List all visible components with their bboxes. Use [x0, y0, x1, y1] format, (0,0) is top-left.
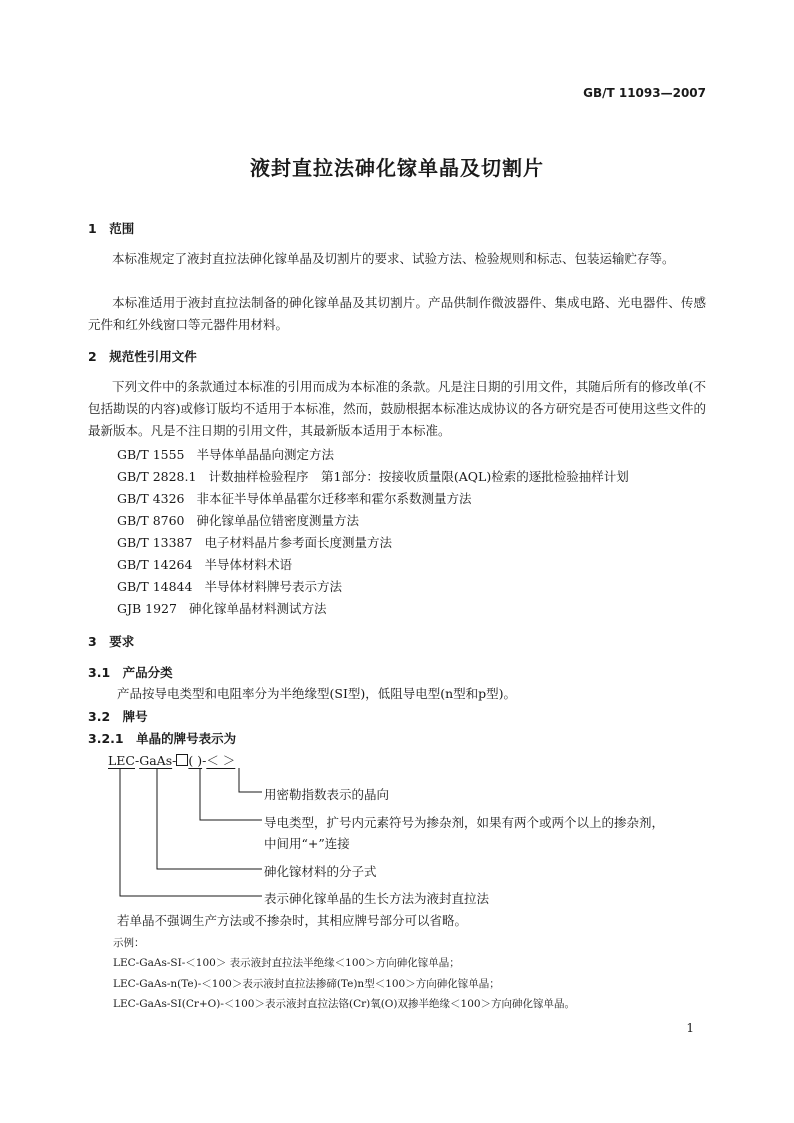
grade-part-dopant: ( ) [188, 753, 203, 768]
standard-number: GB/T 11093—2007 [583, 86, 706, 100]
section-3-2-1-heading: 3.2.1 单晶的牌号表示为 [88, 731, 237, 746]
grade-label-formula: 砷化镓材料的分子式 [264, 864, 377, 879]
document-title: 液封直拉法砷化镓单晶及切割片 [250, 156, 544, 180]
grade-part-method: LEC [108, 753, 135, 768]
reference-item: GB/T 4326 非本征半导体单晶霍尔迁移率和霍尔系数测量方法 [117, 491, 472, 506]
grade-label-type-cont: 中间用“+”连接 [264, 836, 350, 851]
section-3-2-heading: 3.2 牌号 [88, 709, 148, 724]
reference-item: GB/T 14844 半导体材料牌号表示方法 [117, 579, 342, 594]
section-1-para-2: 本标准适用于液封直拉法制备的砷化镓单晶及其切割片。产品供制作微波器件、集成电路、光电器件、传感元件和红外线窗口等元器件用材料。 [88, 295, 706, 332]
grade-part-orientation: ＜ ＞ [206, 753, 236, 768]
grade-label-method: 表示砷化镓单晶的生长方法为液封直拉法 [264, 891, 490, 906]
reference-item: GB/T 13387 电子材料晶片参考面长度测量方法 [117, 535, 392, 550]
example-line: LEC-GaAs-n(Te)-＜100＞表示液封直拉法掺碲(Te)n型＜100＞方向砷化镓单晶； [113, 978, 500, 990]
section-2-para-1: 下列文件中的条款通过本标准的引用而成为本标准的条款。凡是注日期的引用文件，其随后所有的修改单(不包括勘误的内容)或修订版均不适用于本标准，然而，鼓励根据本标准达成协议的各方研究是否可使用这些文件的最新版本。凡是不注日期的引用文件，其最新版本适用于本标准。 [88, 379, 706, 438]
section-1-heading: 1 范围 [88, 221, 135, 236]
grade-label-orientation: 用密勒指数表示的晶向 [264, 787, 390, 802]
section-3-heading: 3 要求 [88, 634, 135, 649]
reference-item: GB/T 8760 砷化镓单晶位错密度测量方法 [117, 513, 360, 528]
section-3-1-heading: 3.1 产品分类 [88, 665, 173, 680]
omission-note: 若单晶不强调生产方法或不掺杂时，其相应牌号部分可以省略。 [117, 913, 468, 928]
reference-item: GB/T 2828.1 计数抽样检验程序 第1部分：按接收质量限(AQL)检索的逐批检验抽样计划 [117, 469, 629, 484]
section-3-1-text: 产品按导电类型和电阻率分为半绝缘型(SI型)，低阻导电型(n型和p型)。 [117, 686, 517, 701]
section-1-para-1: 本标准规定了液封直拉法砷化镓单晶及切割片的要求、试验方法、检验规则和标志、包装运输贮存等。 [112, 251, 675, 266]
grade-label-type: 导电类型，扩号内元素符号为掺杂剂，如果有两个或两个以上的掺杂剂， [264, 815, 665, 830]
example-label: 示例： [113, 937, 145, 949]
example-line: LEC-GaAs-SI(Cr+O)-＜100＞表示液封直拉法铬(Cr)氧(O)双掺半绝缘＜100＞方向砷化镓单晶。 [113, 998, 576, 1010]
example-line: LEC-GaAs-SI-＜100＞ 表示液封直拉法半绝缘＜100＞方向砷化镓单晶； [113, 957, 460, 969]
reference-item: GB/T 14264 半导体材料术语 [117, 557, 292, 572]
grade-part-material: GaAs [139, 753, 173, 768]
reference-item: GJB 1927 砷化镓单晶材料测试方法 [117, 601, 327, 616]
page-number: 1 [686, 1021, 694, 1035]
reference-item: GB/T 1555 半导体单晶晶向测定方法 [117, 447, 335, 462]
grade-designation: LEC-GaAs- ( )-＜ ＞ [108, 753, 236, 768]
section-2-heading: 2 规范性引用文件 [88, 349, 197, 364]
